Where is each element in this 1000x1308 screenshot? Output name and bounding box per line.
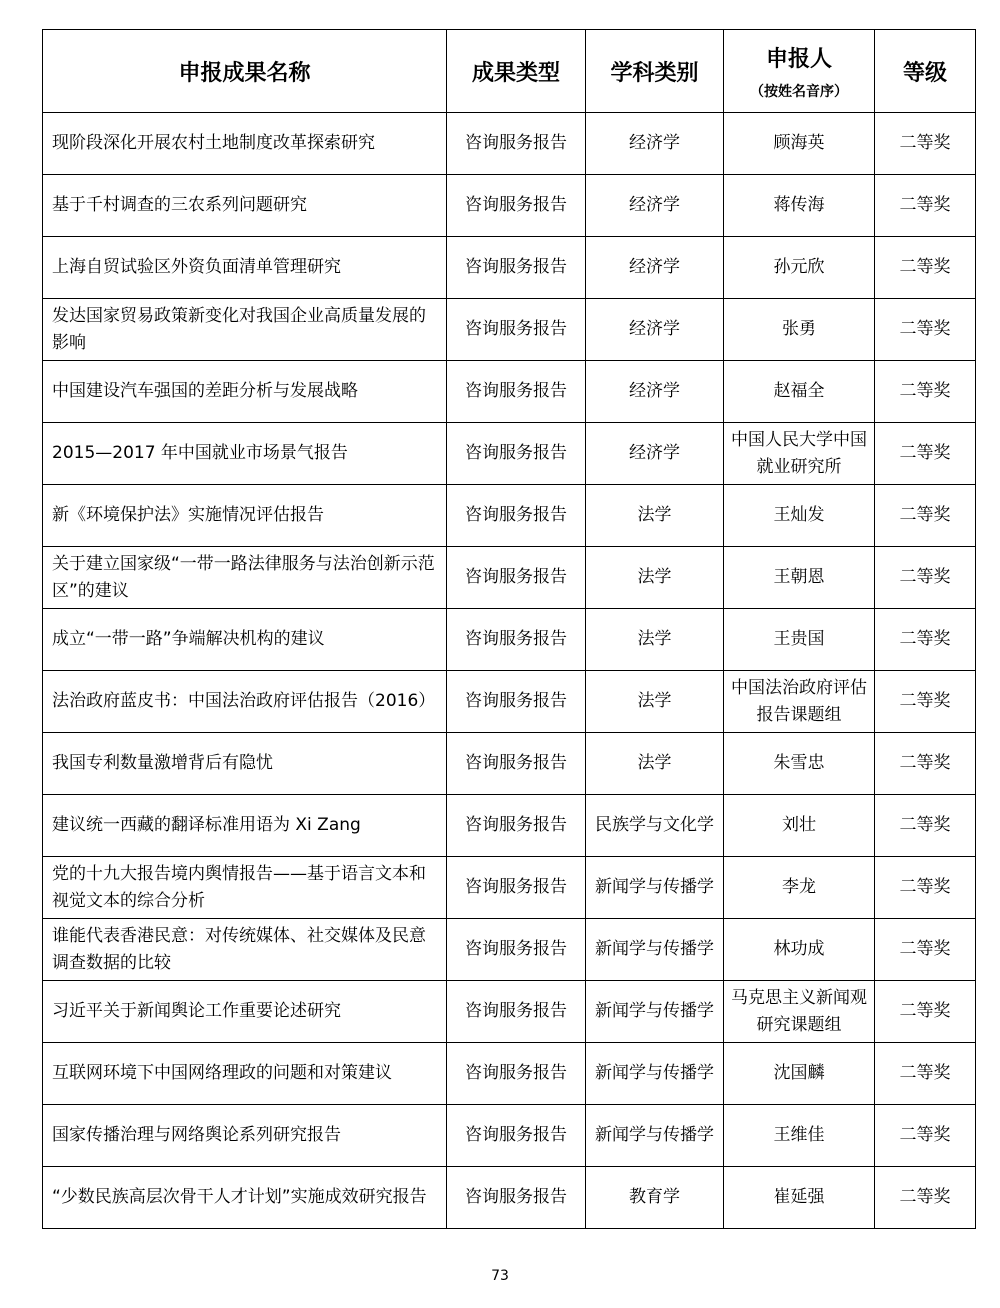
cell-discipline: 民族学与文化学 xyxy=(586,795,724,857)
cell-name: 基于千村调查的三农系列问题研究 xyxy=(43,175,447,237)
cell-grade: 二等奖 xyxy=(875,981,976,1043)
cell-applicant: 朱雪忠 xyxy=(724,733,875,795)
cell-applicant: 王维佳 xyxy=(724,1105,875,1167)
cell-type: 咨询服务报告 xyxy=(447,795,586,857)
cell-grade: 二等奖 xyxy=(875,113,976,175)
cell-grade: 二等奖 xyxy=(875,671,976,733)
cell-discipline: 法学 xyxy=(586,733,724,795)
table-row xyxy=(43,1105,976,1167)
cell-applicant: 王灿发 xyxy=(724,485,875,547)
header-grade: 等级 xyxy=(875,30,976,113)
cell-grade: 二等奖 xyxy=(875,175,976,237)
cell-applicant: 沈国麟 xyxy=(724,1043,875,1105)
header-row xyxy=(43,30,976,113)
cell-name: “少数民族高层次骨干人才计划”实施成效研究报告 xyxy=(43,1167,447,1229)
cell-discipline: 新闻学与传播学 xyxy=(586,1043,724,1105)
cell-applicant: 刘壮 xyxy=(724,795,875,857)
header-name: 申报成果名称 xyxy=(43,30,447,113)
cell-type: 咨询服务报告 xyxy=(447,237,586,299)
cell-applicant: 崔延强 xyxy=(724,1167,875,1229)
table-row xyxy=(43,175,976,237)
cell-type: 咨询服务报告 xyxy=(447,423,586,485)
cell-grade: 二等奖 xyxy=(875,299,976,361)
cell-type: 咨询服务报告 xyxy=(447,1043,586,1105)
cell-applicant: 蒋传海 xyxy=(724,175,875,237)
cell-discipline: 新闻学与传播学 xyxy=(586,857,724,919)
cell-grade: 二等奖 xyxy=(875,919,976,981)
cell-name: 习近平关于新闻舆论工作重要论述研究 xyxy=(43,981,447,1043)
table-row xyxy=(43,671,976,733)
cell-type: 咨询服务报告 xyxy=(447,857,586,919)
cell-discipline: 法学 xyxy=(586,609,724,671)
cell-name: 成立“一带一路”争端解决机构的建议 xyxy=(43,609,447,671)
cell-name: 现阶段深化开展农村土地制度改革探索研究 xyxy=(43,113,447,175)
table-row xyxy=(43,981,976,1043)
cell-grade: 二等奖 xyxy=(875,1167,976,1229)
cell-discipline: 经济学 xyxy=(586,423,724,485)
cell-name: 党的十九大报告境内舆情报告——基于语言文本和视觉文本的综合分析 xyxy=(43,857,447,919)
cell-type: 咨询服务报告 xyxy=(447,361,586,423)
cell-type: 咨询服务报告 xyxy=(447,1167,586,1229)
cell-discipline: 新闻学与传播学 xyxy=(586,981,724,1043)
cell-type: 咨询服务报告 xyxy=(447,485,586,547)
cell-discipline: 经济学 xyxy=(586,237,724,299)
cell-name: 上海自贸试验区外资负面清单管理研究 xyxy=(43,237,447,299)
table-row xyxy=(43,485,976,547)
cell-type: 咨询服务报告 xyxy=(447,919,586,981)
cell-type: 咨询服务报告 xyxy=(447,547,586,609)
cell-name: 中国建设汽车强国的差距分析与发展战略 xyxy=(43,361,447,423)
cell-grade: 二等奖 xyxy=(875,857,976,919)
cell-type: 咨询服务报告 xyxy=(447,1105,586,1167)
cell-type: 咨询服务报告 xyxy=(447,299,586,361)
table-row xyxy=(43,857,976,919)
table-row xyxy=(43,795,976,857)
page-number: 73 xyxy=(491,1268,509,1284)
table-row xyxy=(43,113,976,175)
cell-applicant: 王贵国 xyxy=(724,609,875,671)
cell-name: 新《环境保护法》实施情况评估报告 xyxy=(43,485,447,547)
table-row xyxy=(43,237,976,299)
cell-discipline: 经济学 xyxy=(586,361,724,423)
cell-discipline: 新闻学与传播学 xyxy=(586,1105,724,1167)
cell-discipline: 经济学 xyxy=(586,113,724,175)
cell-discipline: 法学 xyxy=(586,547,724,609)
cell-discipline: 法学 xyxy=(586,485,724,547)
cell-grade: 二等奖 xyxy=(875,795,976,857)
table-row xyxy=(43,919,976,981)
cell-name: 法治政府蓝皮书：中国法治政府评估报告（2016） xyxy=(43,671,447,733)
cell-type: 咨询服务报告 xyxy=(447,609,586,671)
cell-applicant: 赵福全 xyxy=(724,361,875,423)
cell-name: 发达国家贸易政策新变化对我国企业高质量发展的影响 xyxy=(43,299,447,361)
cell-grade: 二等奖 xyxy=(875,609,976,671)
cell-applicant: 中国人民大学中国就业研究所 xyxy=(724,423,875,485)
cell-name: 国家传播治理与网络舆论系列研究报告 xyxy=(43,1105,447,1167)
table-row xyxy=(43,547,976,609)
cell-discipline: 经济学 xyxy=(586,299,724,361)
table-row xyxy=(43,299,976,361)
cell-discipline: 法学 xyxy=(586,671,724,733)
table-row xyxy=(43,609,976,671)
cell-name: 谁能代表香港民意：对传统媒体、社交媒体及民意调查数据的比较 xyxy=(43,919,447,981)
cell-name: 建议统一西藏的翻译标准用语为 Xi Zang xyxy=(43,795,447,857)
cell-applicant: 马克思主义新闻观研究课题组 xyxy=(724,981,875,1043)
header-applicant xyxy=(724,30,875,113)
cell-type: 咨询服务报告 xyxy=(447,671,586,733)
header-applicant-label: 申报人 xyxy=(765,46,832,72)
cell-grade: 二等奖 xyxy=(875,485,976,547)
header-discipline: 学科类别 xyxy=(586,30,724,113)
cell-type: 咨询服务报告 xyxy=(447,733,586,795)
header-applicant-note: （按姓名音序） xyxy=(750,83,848,100)
cell-grade: 二等奖 xyxy=(875,1043,976,1105)
cell-discipline: 经济学 xyxy=(586,175,724,237)
cell-applicant: 王朝恩 xyxy=(724,547,875,609)
cell-discipline: 新闻学与传播学 xyxy=(586,919,724,981)
cell-grade: 二等奖 xyxy=(875,547,976,609)
cell-name: 我国专利数量激增背后有隐忧 xyxy=(43,733,447,795)
table-row xyxy=(43,1167,976,1229)
cell-name: 2015—2017 年中国就业市场景气报告 xyxy=(43,423,447,485)
cell-type: 咨询服务报告 xyxy=(447,175,586,237)
awards-table xyxy=(42,29,976,1229)
cell-grade: 二等奖 xyxy=(875,361,976,423)
cell-applicant: 孙元欣 xyxy=(724,237,875,299)
table-row xyxy=(43,733,976,795)
cell-applicant: 林功成 xyxy=(724,919,875,981)
cell-applicant: 顾海英 xyxy=(724,113,875,175)
cell-grade: 二等奖 xyxy=(875,733,976,795)
cell-grade: 二等奖 xyxy=(875,237,976,299)
header-type: 成果类型 xyxy=(447,30,586,113)
table-row xyxy=(43,423,976,485)
table-row xyxy=(43,361,976,423)
cell-discipline: 教育学 xyxy=(586,1167,724,1229)
cell-grade: 二等奖 xyxy=(875,423,976,485)
cell-applicant: 李龙 xyxy=(724,857,875,919)
cell-type: 咨询服务报告 xyxy=(447,113,586,175)
table-row xyxy=(43,1043,976,1105)
cell-applicant: 中国法治政府评估报告课题组 xyxy=(724,671,875,733)
cell-type: 咨询服务报告 xyxy=(447,981,586,1043)
cell-grade: 二等奖 xyxy=(875,1105,976,1167)
cell-name: 关于建立国家级“一带一路法律服务与法治创新示范区”的建议 xyxy=(43,547,447,609)
cell-applicant: 张勇 xyxy=(724,299,875,361)
cell-name: 互联网环境下中国网络理政的问题和对策建议 xyxy=(43,1043,447,1105)
